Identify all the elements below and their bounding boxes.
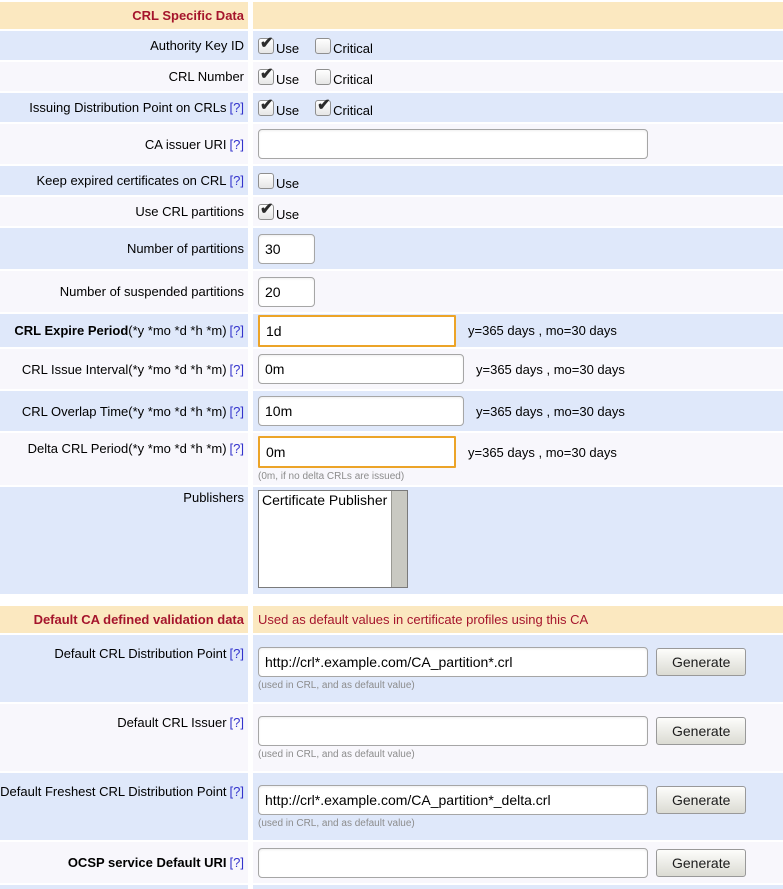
row-keep-expired-certificates — [0, 166, 783, 195]
row-default-freshest-crl-dp — [0, 773, 783, 840]
publishers-option[interactable]: Certificate Publisher — [262, 492, 388, 508]
field-label: Default Freshest CRL Distribution Point — [0, 784, 227, 799]
row-number-of-suspended-partitions — [0, 271, 783, 312]
row-ocsp-service-default-uri — [0, 842, 783, 883]
row-ca-issuer-uri — [0, 124, 783, 164]
delta-crl-period-input[interactable] — [258, 436, 456, 468]
listbox-scrollbar[interactable] — [391, 491, 407, 587]
check-icon: ✔ — [317, 96, 331, 114]
use-label: Use — [276, 41, 300, 56]
check-icon: ✔ — [260, 65, 274, 83]
help-link[interactable]: [?] — [229, 100, 244, 115]
section-title-cell — [0, 606, 248, 633]
use-checkbox[interactable] — [258, 96, 274, 116]
publishers-listbox[interactable] — [258, 490, 408, 588]
row-use-crl-partitions — [0, 197, 783, 226]
row-default-crl-issuer — [0, 704, 783, 771]
row-number-of-partitions — [0, 228, 783, 269]
help-link[interactable]: [?] — [229, 441, 244, 456]
section-title: Default CA defined validation data — [33, 612, 244, 627]
critical-label: Critical — [333, 41, 373, 56]
section-subtitle: Used as default values in certificate profiles using this CA — [258, 612, 589, 627]
field-label: CRL Issue Interval — [21, 361, 129, 377]
critical-checkbox[interactable] — [315, 69, 331, 85]
help-link[interactable]: [?] — [229, 715, 244, 730]
use-checkbox[interactable] — [258, 65, 274, 85]
default-crl-dp-input[interactable] — [258, 647, 648, 677]
field-label: CRL Overlap Time — [21, 403, 129, 419]
number-of-suspended-partitions-input[interactable] — [258, 277, 315, 307]
check-icon: ✔ — [260, 34, 274, 52]
number-of-partitions-input[interactable] — [258, 234, 315, 264]
row-publishers — [0, 487, 783, 594]
period-conversion-note: y=365 days , mo=30 days — [476, 403, 625, 419]
check-icon: ✔ — [260, 96, 274, 114]
field-label-suffix: (*y *mo *d *h *m) — [128, 323, 227, 338]
use-checkbox[interactable] — [258, 34, 274, 54]
use-label: Use — [276, 103, 300, 118]
check-icon: ✔ — [260, 200, 274, 218]
section-title-spacer — [253, 2, 783, 29]
crl-overlap-time-input[interactable] — [258, 396, 464, 426]
critical-label: Critical — [333, 72, 373, 87]
help-link[interactable]: [?] — [229, 136, 244, 152]
field-label-suffix: (*y *mo *d *h *m) — [128, 403, 227, 419]
row-default-crl-distribution-point — [0, 635, 783, 702]
default-crl-issuer-input[interactable] — [258, 716, 648, 746]
generate-button[interactable]: Generate — [656, 717, 746, 745]
field-label: CRL Number — [168, 69, 244, 84]
period-conversion-note: y=365 days , mo=30 days — [468, 444, 617, 460]
field-label: Authority Key ID — [150, 38, 244, 53]
help-link[interactable]: [?] — [229, 173, 244, 188]
crl-expire-period-input[interactable] — [258, 315, 456, 347]
field-label: Publishers — [183, 490, 244, 505]
help-link[interactable]: [?] — [229, 361, 244, 377]
field-label: CA issuer URI — [144, 136, 227, 152]
used-in-crl-note: (used in CRL, and as default value) — [258, 817, 415, 829]
section-header-crl-specific-data — [0, 2, 783, 29]
help-link[interactable]: [?] — [229, 403, 244, 419]
generate-button[interactable]: Generate — [656, 648, 746, 676]
ca-issuer-uri-input[interactable] — [258, 129, 648, 159]
delta-crl-subnote: (0m, if no delta CRLs are issued) — [258, 471, 405, 482]
field-label: Number of partitions — [126, 241, 244, 256]
help-link[interactable]: [?] — [229, 323, 244, 338]
generate-button[interactable]: Generate — [656, 786, 746, 814]
field-label-suffix: (*y *mo *d *h *m) — [128, 361, 227, 377]
row-partial-bottom — [0, 885, 783, 889]
section-title-cell — [0, 2, 248, 29]
help-link[interactable]: [?] — [229, 855, 244, 870]
section-header-default-validation-data — [0, 606, 783, 633]
section-subtitle-cell — [253, 606, 783, 633]
field-label: Number of suspended partitions — [59, 284, 244, 299]
crl-issue-interval-input[interactable] — [258, 354, 464, 384]
field-label: Issuing Distribution Point on CRLs — [29, 100, 227, 115]
critical-label: Critical — [333, 103, 373, 118]
use-checkbox[interactable] — [258, 200, 274, 220]
critical-checkbox[interactable] — [315, 96, 331, 116]
row-crl-number — [0, 62, 783, 91]
use-label: Use — [276, 72, 300, 87]
row-crl-issue-interval — [0, 349, 783, 389]
field-label: Default CRL Issuer — [117, 715, 227, 730]
use-label: Use — [276, 207, 300, 222]
field-label: Use CRL partitions — [135, 204, 244, 219]
critical-checkbox[interactable] — [315, 38, 331, 54]
row-crl-expire-period — [0, 314, 783, 347]
field-label-suffix: (*y *mo *d *h *m) — [128, 441, 227, 456]
used-in-crl-note: (used in CRL, and as default value) — [258, 748, 415, 760]
help-link[interactable]: [?] — [229, 646, 244, 661]
row-authority-key-id — [0, 31, 783, 60]
field-label: OCSP service Default URI — [67, 855, 227, 870]
help-link[interactable]: [?] — [229, 784, 244, 799]
use-checkbox[interactable] — [258, 173, 274, 189]
default-freshest-crl-dp-input[interactable] — [258, 785, 648, 815]
period-conversion-note: y=365 days , mo=30 days — [468, 323, 617, 338]
row-crl-overlap-time — [0, 391, 783, 431]
field-label: Keep expired certificates on CRL — [36, 173, 227, 188]
field-label: CRL Expire Period — [14, 323, 129, 338]
field-label: Delta CRL Period — [27, 441, 129, 456]
period-conversion-note: y=365 days , mo=30 days — [476, 361, 625, 377]
section-title: CRL Specific Data — [132, 8, 244, 23]
field-label: Default CRL Distribution Point — [54, 646, 227, 661]
used-in-crl-note: (used in CRL, and as default value) — [258, 679, 415, 691]
row-delta-crl-period — [0, 433, 783, 485]
generate-button[interactable]: Generate — [656, 849, 746, 877]
ocsp-default-uri-input[interactable] — [258, 848, 648, 878]
row-issuing-distribution-point — [0, 93, 783, 122]
use-label: Use — [276, 176, 300, 191]
